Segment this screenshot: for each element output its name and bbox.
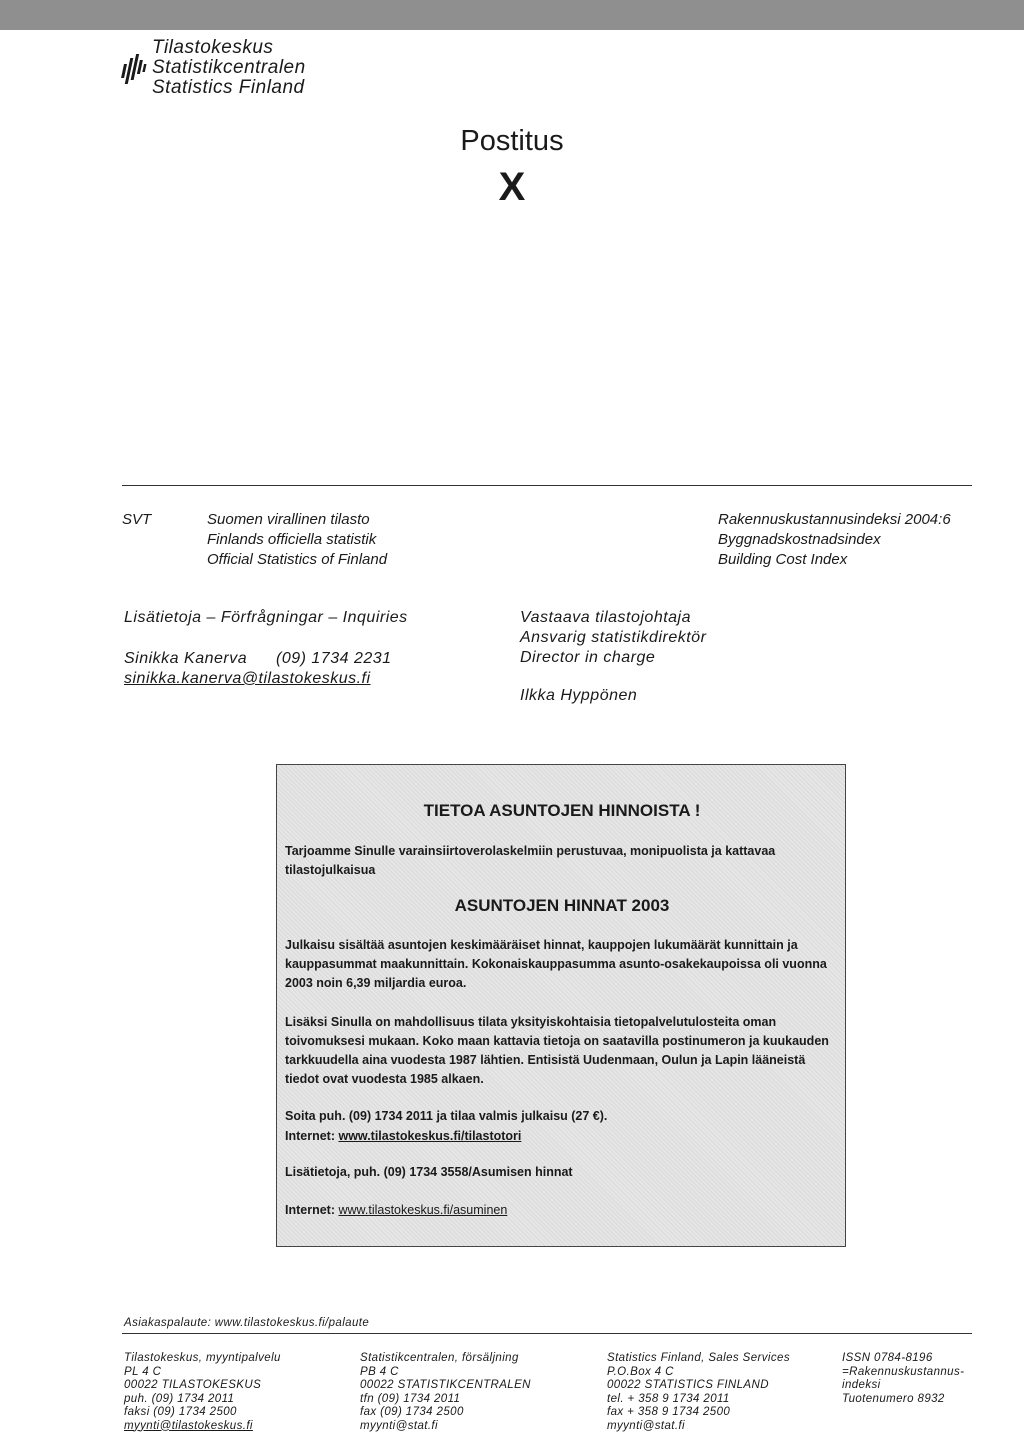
postitus-mark: X xyxy=(498,165,526,209)
postitus-heading: Postitus xyxy=(460,125,564,157)
footer-line: tfn (09) 1734 2011 xyxy=(360,1392,461,1405)
footer-email-link[interactable]: myynti@tilastokeskus.fi xyxy=(124,1419,253,1432)
housing-prices-notice xyxy=(276,764,846,1247)
contact-name: Sinikka Kanerva xyxy=(124,650,248,667)
footer-line: PL 4 C xyxy=(124,1365,162,1378)
footer-line: fax + 358 9 1734 2500 xyxy=(607,1406,731,1418)
divider-top xyxy=(122,485,972,486)
footer-line: 00022 STATISTICS FINLAND xyxy=(607,1379,769,1391)
contact-phone: (09) 1734 2231 xyxy=(276,650,392,667)
footer-line: tel. + 358 9 1734 2011 xyxy=(607,1392,730,1405)
footer-line: Tilastokeskus, myyntipalvelu xyxy=(124,1352,281,1364)
internet-label: Internet: xyxy=(285,1129,339,1143)
inquiries-heading: Lisätietoja – Förfrågningar – Inquiries xyxy=(124,609,408,626)
footer-col-finnish xyxy=(124,1352,281,1433)
divider-bottom xyxy=(122,1333,972,1334)
notice-title: TIETOA ASUNTOJEN HINNOISTA ! xyxy=(423,801,701,820)
contact-email-link[interactable]: sinikka.kanerva@tilastokeskus.fi xyxy=(124,670,371,687)
publication-line: Byggnadskostnadsindex xyxy=(718,531,881,548)
footer-line: P.O.Box 4 C xyxy=(607,1365,674,1378)
notice-internet-2 xyxy=(285,1201,841,1220)
svt-code: SVT xyxy=(122,511,152,528)
internet-label: Internet: xyxy=(285,1203,339,1217)
brand-name xyxy=(152,38,306,98)
notice-internet-1 xyxy=(285,1127,841,1146)
svt-line: Official Statistics of Finland xyxy=(207,551,388,568)
notice-more-info: Lisätietoja, puh. (09) 1734 3558/Asumisen hinnat xyxy=(285,1165,573,1179)
brand-line: Statistics Finland xyxy=(152,77,305,98)
footer-col-english xyxy=(607,1352,790,1433)
tilastotori-link[interactable]: www.tilastokeskus.fi/tilastotori xyxy=(338,1129,522,1143)
footer-line: 00022 STATISTIKCENTRALEN xyxy=(360,1379,531,1391)
director-line: Director in charge xyxy=(520,649,656,666)
footer-col-issn xyxy=(842,1352,964,1406)
svt-line: Finlands officiella statistik xyxy=(207,531,377,548)
brand-line: Statistikcentralen xyxy=(152,57,306,78)
statistics-finland-logo-icon xyxy=(121,50,149,90)
notice-subtitle: ASUNTOJEN HINNAT 2003 xyxy=(454,896,670,915)
director-name: Ilkka Hyppönen xyxy=(520,687,638,704)
footer-line: 00022 TILASTOKESKUS xyxy=(124,1379,262,1391)
scan-top-bar xyxy=(0,0,1024,30)
footer-line: Statistikcentralen, försäljning xyxy=(360,1352,519,1364)
footer-col-swedish xyxy=(360,1352,531,1433)
footer-line: puh. (09) 1734 2011 xyxy=(124,1392,235,1405)
director-line: Vastaava tilastojohtaja xyxy=(520,609,692,626)
svt-official-statistics xyxy=(207,510,387,570)
footer-line: PB 4 C xyxy=(360,1365,399,1378)
footer-line: indeksi xyxy=(842,1379,881,1391)
footer-line: Tuotenumero 8932 xyxy=(842,1392,945,1405)
publication-title xyxy=(718,510,951,570)
asuminen-link[interactable]: www.tilastokeskus.fi/asuminen xyxy=(338,1203,508,1217)
director-block xyxy=(520,608,706,668)
footer-line: myynti@stat.fi xyxy=(607,1419,685,1432)
customer-feedback: Asiakaspalaute: www.tilastokeskus.fi/palaute xyxy=(124,1317,370,1329)
brand-line: Tilastokeskus xyxy=(152,37,274,58)
footer-line: myynti@stat.fi xyxy=(360,1419,438,1432)
notice-order: Soita puh. (09) 1734 2011 ja tilaa valmis julkaisu (27 €). xyxy=(285,1109,608,1123)
notice-intro: Tarjoamme Sinulle varainsiirtoverolaskelmiin perustuvaa, monipuolista ja kattavaa tilastojulkaisua xyxy=(285,844,776,877)
publication-line: Building Cost Index xyxy=(718,551,848,568)
director-line: Ansvarig statistikdirektör xyxy=(520,629,707,646)
notice-paragraph-2: Lisäksi Sinulla on mahdollisuus tilata yksityiskohtaisia tietopalvelutulosteita oman toivomuksesi mukaan. Koko maan kattavia tietoja on saatavilla postinumeron ja kuukauden tarkkuudella aina vuodesta 1987 lähtien. Entisistä Uudenmaan, Oulun ja Lapin lääneistä tiedot ovat vuodesta 1985 alkaen. xyxy=(285,1015,829,1086)
footer-line: ISSN 0784-8196 xyxy=(842,1352,933,1364)
footer-line: =Rakennuskustannus- xyxy=(842,1365,965,1378)
footer-line: Statistics Finland, Sales Services xyxy=(607,1352,790,1364)
footer-line: faksi (09) 1734 2500 xyxy=(124,1406,237,1418)
notice-paragraph-1: Julkaisu sisältää asuntojen keskimääräiset hinnat, kauppojen lukumäärät kunnittain ja kauppasummat maakunnittain. Kokonaiskauppasumma asunto-osakekaupoissa oli vuonna 2003 noin 6,39 miljardia euroa. xyxy=(285,938,827,990)
svt-line: Suomen virallinen tilasto xyxy=(207,511,370,528)
footer-line: fax (09) 1734 2500 xyxy=(360,1406,464,1418)
publication-line: Rakennuskustannusindeksi 2004:6 xyxy=(718,511,951,528)
